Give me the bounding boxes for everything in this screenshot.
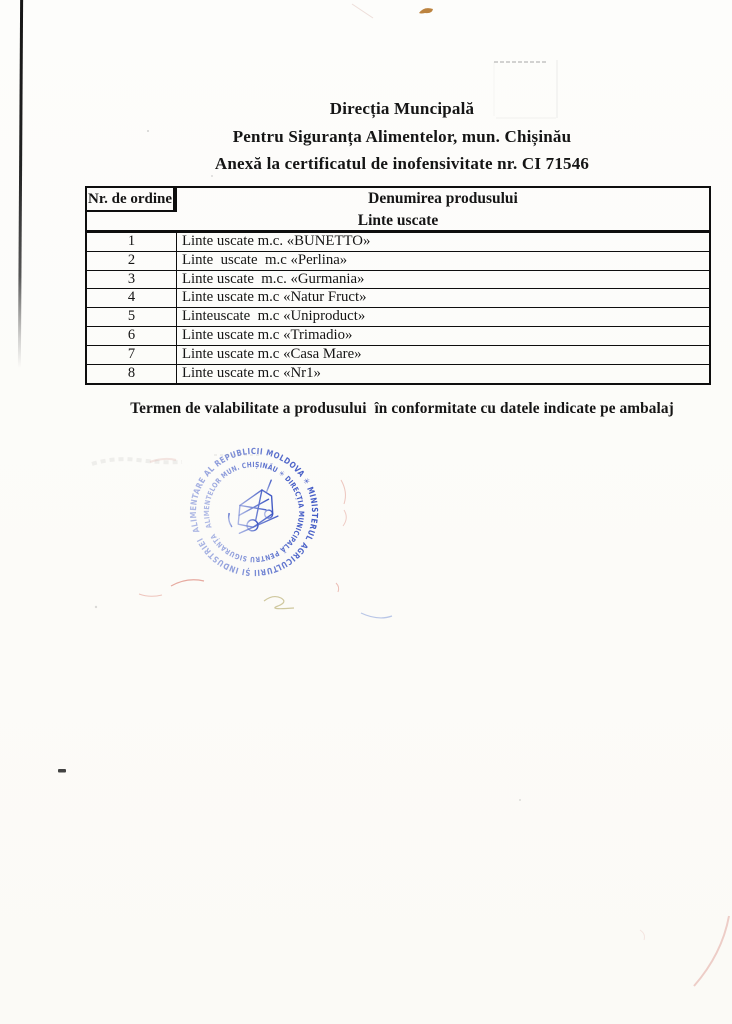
row-product: Linte uscate m.c «Trimadio» bbox=[182, 326, 353, 343]
stamp-inner-text: ALIMENTELOR MUN. CHIȘINĂU ✳ DIRECȚIA MUNICIPALĂ PENTRU SIGURANȚA bbox=[201, 459, 307, 565]
row-number: 4 bbox=[87, 289, 177, 307]
row-number: 2 bbox=[87, 252, 177, 270]
table-row bbox=[87, 346, 709, 365]
row-product: Linte uscate m.c «Perlina» bbox=[182, 251, 348, 268]
dark-dash-mark bbox=[58, 769, 66, 773]
row-product: Linte uscate m.c. «Gurmania» bbox=[182, 270, 365, 287]
row-number: 1 bbox=[87, 233, 177, 251]
scanner-edge-line bbox=[18, 0, 23, 368]
stamp-outer-text: ALIMENTARE AL REPUBLICII MOLDOVA ✳ MINISTERUL AGRICULTURII ȘI INDUSTRIEI bbox=[187, 445, 321, 579]
official-round-stamp bbox=[145, 403, 363, 621]
org-title-line: Direcția Muncipală bbox=[329, 99, 475, 118]
row-number: 3 bbox=[87, 271, 177, 289]
row-number: 6 bbox=[87, 327, 177, 345]
table-row bbox=[87, 365, 709, 384]
row-product: Linte uscate m.c «Nr1» bbox=[182, 364, 321, 381]
row-number: 5 bbox=[87, 308, 177, 326]
document-header bbox=[72, 95, 732, 178]
row-product: Linte uscate m.c «Natur Fruct» bbox=[182, 289, 367, 306]
row-number: 8 bbox=[87, 365, 177, 384]
table-row bbox=[87, 308, 709, 327]
table-row bbox=[87, 252, 709, 271]
table-row bbox=[87, 289, 709, 308]
row-product: Linte uscate m.c «Casa Mare» bbox=[182, 345, 362, 362]
column-header-nr: Nr. de ordine bbox=[87, 188, 177, 212]
row-product: Linteuscate m.c «Uniproduct» bbox=[182, 308, 366, 325]
orange-speck bbox=[419, 8, 433, 13]
table-header bbox=[87, 188, 709, 233]
svg-text:ALIMENTARE AL REPUBLICII MOLDO bbox=[169, 427, 338, 596]
column-header-denumirea: Denumirea produsului bbox=[368, 190, 518, 207]
table-row bbox=[87, 271, 709, 290]
svg-text:ALIMENTELOR MUN. CHIȘINĂU ✳ D bbox=[187, 445, 320, 578]
validity-note: Termen de valabilitate a produsului în conformitate cu datele indicate pe ambalaj bbox=[130, 400, 674, 417]
stamp-graphic bbox=[145, 403, 363, 621]
table-row bbox=[87, 327, 709, 346]
table-row bbox=[87, 233, 709, 252]
coat-of-arms-icon bbox=[221, 480, 286, 537]
table-subheader: Linte uscate bbox=[357, 212, 439, 229]
products-table bbox=[85, 186, 711, 385]
org-subtitle-line: Pentru Siguranța Alimentelor, mun. Chișinău bbox=[232, 126, 572, 146]
row-product: Linte uscate m.c. «BUNETTO» bbox=[182, 233, 371, 249]
faint-diagonal-mark bbox=[352, 4, 373, 18]
row-number: 7 bbox=[87, 346, 177, 364]
annex-title-line: Anexă la certificatul de inofensivitate nr. CI 71546 bbox=[214, 154, 590, 173]
